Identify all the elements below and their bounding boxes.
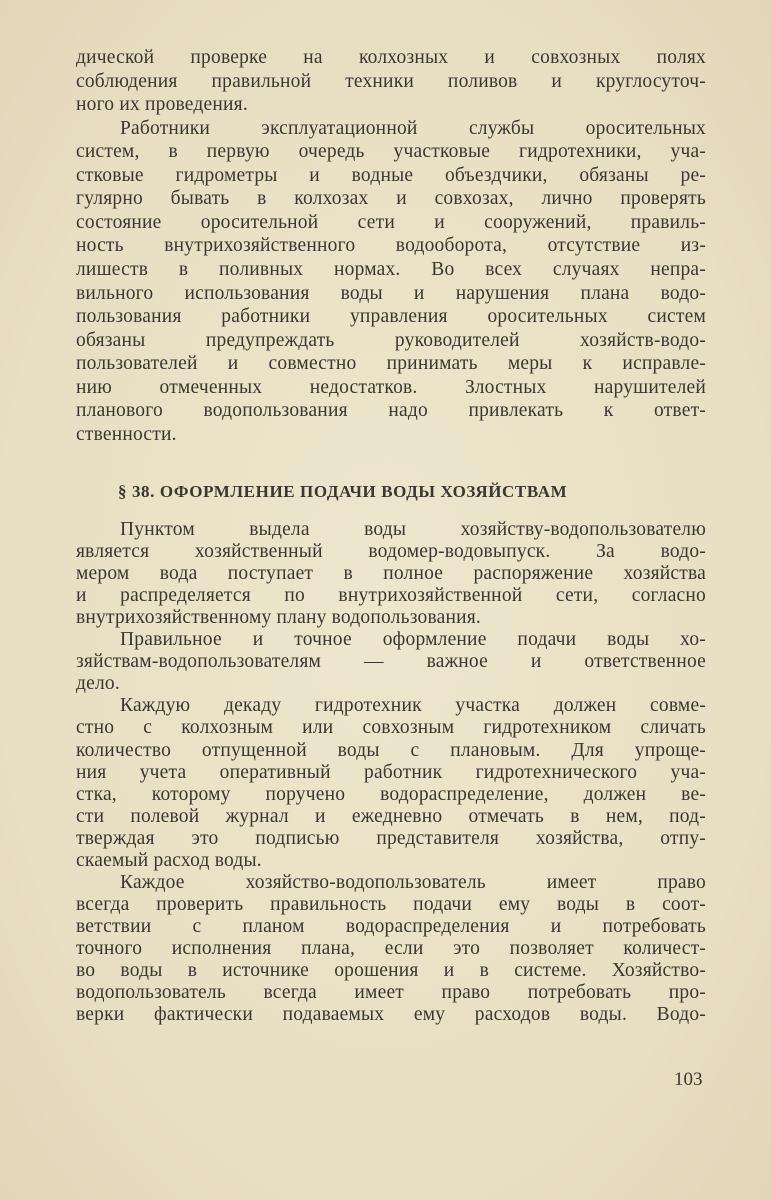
text-line: Работники эксплуатационной службы оросительных	[120, 117, 706, 139]
text-line: Пунктом выдела воды хозяйству-водопользователю	[120, 519, 706, 540]
text-line: во воды в источнике орошения и в системе. Хозяйство-	[76, 960, 706, 981]
text-line: зяйствам-водопользователям — важное и ответственное	[76, 651, 706, 673]
text-line: состояние оросительной сети и сооружений, правиль-	[76, 211, 706, 233]
text-line: ность внутрихозяйственного водооборота, отсутствие из-	[76, 235, 706, 257]
text-line: ственности.	[76, 423, 177, 445]
text-line: пользования работники управления оросительных систем	[76, 306, 706, 328]
text-line: тверждая это подписью представителя хозяйства, отпу-	[76, 827, 706, 849]
text-line: стка, которому поручено водораспределение, должен ве-	[76, 783, 706, 805]
text-line: стно с колхозным или совхозным гидротехником сличать	[76, 717, 706, 739]
text-line: водопользователь всегда имеет право потребовать про-	[76, 982, 706, 1004]
text-line: Правильное и точное оформление подачи воды хо-	[120, 629, 706, 651]
text-line: мером вода поступает в полное распоряжение хозяйства	[76, 563, 706, 585]
text-line: всегда проверить правильность подачи ему воды в соот-	[76, 893, 706, 915]
text-line: систем, в первую очередь участковые гидротехники, уча-	[76, 141, 706, 163]
text-line: Каждое хозяйство-водопользователь имеет право	[120, 871, 706, 893]
text-line: скаемый расход воды.	[76, 849, 262, 871]
text-line: является хозяйственный водомер-водовыпуск. За водо-	[76, 541, 706, 563]
text-line: пользователей и совместно принимать меры к исправле-	[76, 353, 706, 375]
text-line: стковые гидрометры и водные объездчики, обязаны ре-	[76, 164, 706, 186]
page-number: 103	[674, 1069, 703, 1090]
text-line: и распределяется по внутрихозяйственной сети, согласно	[76, 585, 706, 607]
text-line: верки фактически подаваемых ему расходов воды. Водо-	[76, 1004, 706, 1026]
text-line: ного их проведения.	[76, 94, 248, 116]
text-line: сти полевой журнал и ежедневно отмечать в нем, под-	[76, 805, 706, 827]
text-line: гулярно бывать в колхозах и совхозах, лично проверять	[76, 188, 706, 210]
text-line: лишеств в поливных нормах. Во всех случаях непра-	[76, 258, 706, 280]
text-line: точного исполнения плана, если это позволяет количест-	[76, 937, 706, 959]
text-line: дело.	[76, 673, 120, 695]
text-line: внутрихозяйственному плану водопользования.	[76, 607, 481, 629]
text-line: вильного использования воды и нарушения плана водо-	[76, 282, 706, 304]
text-line: Каждую декаду гидротехник участка должен совме-	[120, 695, 706, 717]
text-line: дической проверке на колхозных и совхозных полях	[76, 47, 706, 68]
section-heading: § 38. ОФОРМЛЕНИЕ ПОДАЧИ ВОДЫ ХОЗЯЙСТВАМ	[118, 482, 568, 501]
text-line: соблюдения правильной техники поливов и круглосуточ-	[76, 70, 706, 92]
text-line: нию отмеченных недостатков. Злостных нарушителей	[76, 376, 706, 398]
text-line: ветствии с планом водораспределения и потребовать	[76, 915, 706, 937]
text-line: планового водопользования надо привлекать к ответ-	[76, 400, 706, 422]
text-line: ния учета оперативный работник гидротехнического уча-	[76, 761, 706, 783]
text-line: обязаны предупреждать руководителей хозяйств-водо-	[76, 329, 706, 351]
text-line: количество отпущенной воды с плановым. Для упроще-	[76, 739, 706, 761]
